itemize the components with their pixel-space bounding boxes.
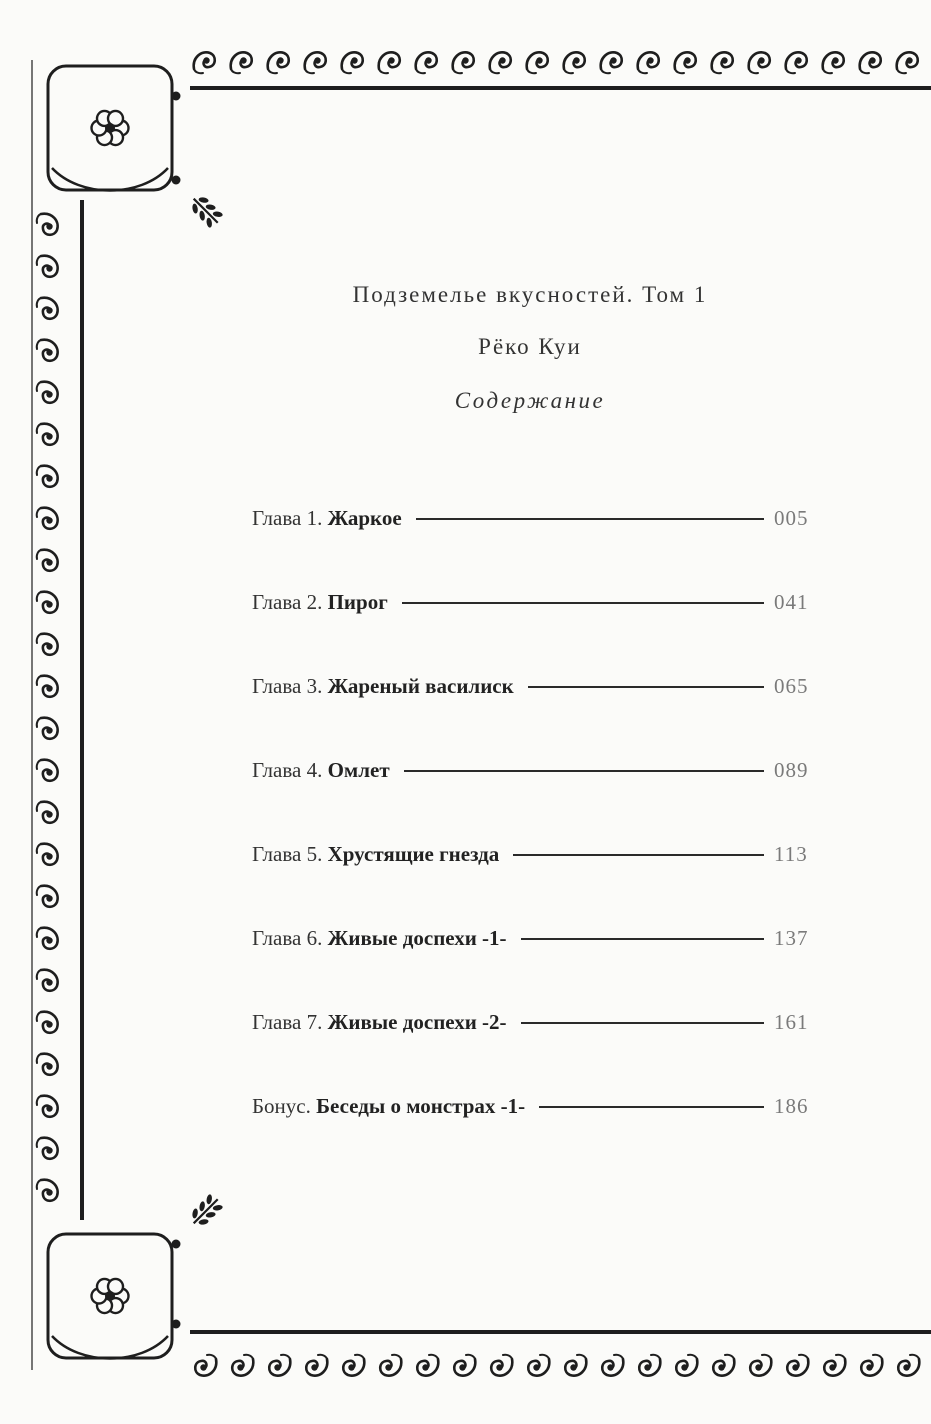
scroll-blob <box>46 601 52 607</box>
toc-page-number: 089 <box>774 757 809 782</box>
scroll-ornament <box>37 1012 58 1033</box>
scroll-tail <box>37 508 41 517</box>
toc-chapter-title: Жаркое <box>327 505 402 530</box>
scroll-ornament <box>37 550 58 571</box>
toc-chapter-title: Жареный василиск <box>327 673 514 698</box>
scroll-tail <box>638 69 647 73</box>
flower-icon <box>48 1234 172 1359</box>
scroll-tail <box>281 1355 290 1359</box>
scroll-ornament <box>601 52 622 73</box>
contents-heading: Содержание <box>454 388 606 413</box>
scroll-blob <box>46 1063 52 1069</box>
scroll-tail <box>37 970 41 979</box>
scroll-tail <box>37 1096 41 1105</box>
scroll-blob <box>459 1364 465 1370</box>
scroll-ornament <box>37 592 58 613</box>
toc-chapter-title: Омлет <box>327 757 390 782</box>
toc-entry[interactable] <box>252 1002 814 1042</box>
toc-page-number: 005 <box>774 505 809 530</box>
scroll-blob <box>46 727 52 733</box>
scroll-ornament <box>37 844 58 865</box>
scroll-tail <box>37 634 41 643</box>
scroll-ornament <box>231 52 252 73</box>
scroll-ornament <box>195 1355 216 1376</box>
scroll-ornament <box>343 1355 364 1376</box>
scroll-blob <box>570 1364 576 1370</box>
scroll-tail <box>379 69 388 73</box>
scroll-blob <box>533 1364 539 1370</box>
scroll-blob <box>277 57 283 63</box>
scroll-tail <box>416 69 425 73</box>
scroll-tail <box>897 69 906 73</box>
scroll-ornament <box>37 802 58 823</box>
scroll-blob <box>681 1364 687 1370</box>
toc-page-number: 186 <box>774 1093 809 1118</box>
book-author: Рёко Куи <box>478 334 582 359</box>
scroll-ornament <box>37 886 58 907</box>
scroll-ornament <box>749 52 770 73</box>
scroll-tail <box>37 928 41 937</box>
scroll-tail <box>466 1355 475 1359</box>
toc-entry[interactable] <box>252 1086 814 1126</box>
scroll-tail <box>355 1355 364 1359</box>
toc-chapter-number: Бонус. <box>252 1093 317 1118</box>
toc-entry[interactable] <box>252 918 814 958</box>
scroll-ornament <box>232 1355 253 1376</box>
scroll-tail <box>688 1355 697 1359</box>
scroll-ornament <box>37 424 58 445</box>
scroll-tail <box>194 69 203 73</box>
book-title: Подземелье вкусностей. Том 1 <box>352 282 708 307</box>
scroll-ornament <box>380 1355 401 1376</box>
bottom-scroll-band <box>195 1355 919 1376</box>
scroll-ornament <box>898 1355 919 1376</box>
frame-lines <box>32 60 931 1370</box>
scroll-tail <box>37 1012 41 1021</box>
scroll-ornament <box>37 256 58 277</box>
scroll-tail <box>37 760 41 769</box>
scroll-tail <box>37 1138 41 1147</box>
scroll-ornament <box>306 1355 327 1376</box>
toc-page-number: 113 <box>774 841 808 866</box>
scroll-ornament <box>342 52 363 73</box>
scroll-ornament <box>37 1180 58 1201</box>
scroll-blob <box>46 433 52 439</box>
toc-leader-line <box>404 770 764 772</box>
corner-swirl <box>52 1336 168 1359</box>
scroll-blob <box>237 1364 243 1370</box>
sprig-leaf <box>206 217 213 228</box>
scroll-tail <box>207 1355 216 1359</box>
scroll-ornament <box>417 1355 438 1376</box>
flower-center <box>105 123 115 133</box>
scroll-tail <box>762 1355 771 1359</box>
scroll-blob <box>795 57 801 63</box>
scroll-blob <box>869 57 875 63</box>
scroll-tail <box>37 424 41 433</box>
scroll-ornament <box>786 52 807 73</box>
scroll-blob <box>721 57 727 63</box>
scroll-tail <box>37 550 41 559</box>
scroll-blob <box>718 1364 724 1370</box>
scroll-ornament <box>37 970 58 991</box>
sprig-leaf <box>192 203 199 214</box>
sprig-leaf <box>199 1201 206 1212</box>
scroll-blob <box>200 1364 206 1370</box>
scroll-tail <box>268 69 277 73</box>
sprig-leaf <box>192 1208 199 1219</box>
scroll-ornament <box>37 928 58 949</box>
scroll-blob <box>866 1364 872 1370</box>
scroll-ornament <box>750 1355 771 1376</box>
scroll-tail <box>540 1355 549 1359</box>
scroll-blob <box>792 1364 798 1370</box>
scroll-ornament <box>676 1355 697 1376</box>
scroll-blob <box>425 57 431 63</box>
toc-page-number: 041 <box>774 589 809 614</box>
scroll-tail <box>318 1355 327 1359</box>
scroll-blob <box>46 643 52 649</box>
toc-entry[interactable] <box>252 582 814 622</box>
scroll-tail <box>675 69 684 73</box>
scroll-ornament <box>861 1355 882 1376</box>
sprig-leaf <box>212 211 223 218</box>
scroll-tail <box>823 69 832 73</box>
sprig-leaf <box>205 204 216 211</box>
scroll-blob <box>385 1364 391 1370</box>
scroll-blob <box>903 1364 909 1370</box>
scroll-tail <box>836 1355 845 1359</box>
scroll-tail <box>786 69 795 73</box>
sprig-leaf <box>199 210 206 221</box>
scroll-ornament <box>490 52 511 73</box>
corner-swirl <box>52 168 168 191</box>
scroll-tail <box>873 1355 882 1359</box>
scroll-blob <box>314 57 320 63</box>
scroll-blob <box>46 559 52 565</box>
scroll-tail <box>651 1355 660 1359</box>
toc-chapter-number: Глава 1. <box>252 505 328 530</box>
scroll-blob <box>607 1364 613 1370</box>
scroll-blob <box>46 1189 52 1195</box>
scroll-ornament <box>194 52 215 73</box>
scroll-blob <box>832 57 838 63</box>
scroll-tail <box>910 1355 919 1359</box>
leaf-sprig-icon <box>186 191 226 231</box>
scroll-ornament <box>37 214 58 235</box>
scroll-blob <box>46 223 52 229</box>
flower-center <box>105 1291 115 1301</box>
scroll-tail <box>37 1054 41 1063</box>
scroll-blob <box>829 1364 835 1370</box>
scroll-ornament <box>37 1138 58 1159</box>
scroll-blob <box>203 57 209 63</box>
scroll-ornament <box>712 52 733 73</box>
scroll-ornament <box>713 1355 734 1376</box>
scroll-ornament <box>454 1355 475 1376</box>
scroll-ornament <box>897 52 918 73</box>
scroll-blob <box>46 475 52 481</box>
scroll-tail <box>614 1355 623 1359</box>
scroll-tail <box>37 466 41 475</box>
scroll-tail <box>577 1355 586 1359</box>
scroll-blob <box>46 895 52 901</box>
left-scroll-band <box>37 214 58 1201</box>
scroll-blob <box>388 57 394 63</box>
scroll-blob <box>755 1364 761 1370</box>
sprig-leaf <box>212 1204 223 1211</box>
toc-chapter-title: Пирог <box>327 589 388 614</box>
scroll-ornament <box>416 52 437 73</box>
scroll-blob <box>647 57 653 63</box>
scroll-blob <box>610 57 616 63</box>
scroll-blob <box>46 1147 52 1153</box>
scroll-tail <box>37 592 41 601</box>
scroll-tail <box>342 69 351 73</box>
toc-leader-line <box>521 1022 764 1024</box>
scroll-ornament <box>268 52 289 73</box>
scroll-ornament <box>37 634 58 655</box>
scroll-blob <box>46 265 52 271</box>
toc-chapter-number: Глава 3. <box>252 673 328 698</box>
scroll-tail <box>37 718 41 727</box>
toc-chapter-title: Хрустящие гнезда <box>327 841 500 866</box>
scroll-ornament <box>37 760 58 781</box>
scroll-blob <box>536 57 542 63</box>
scroll-blob <box>644 1364 650 1370</box>
scroll-ornament <box>823 52 844 73</box>
top-scroll-band <box>194 52 918 73</box>
scroll-ornament <box>527 52 548 73</box>
scroll-ornament <box>638 52 659 73</box>
scroll-blob <box>422 1364 428 1370</box>
toc-leader-line <box>539 1106 764 1108</box>
scroll-tail <box>37 676 41 685</box>
scroll-ornament <box>787 1355 808 1376</box>
toc-entry[interactable] <box>252 498 814 538</box>
toc-leader-line <box>521 938 764 940</box>
scroll-ornament <box>37 676 58 697</box>
scroll-blob <box>46 1105 52 1111</box>
scroll-ornament <box>305 52 326 73</box>
toc-chapter-title: Живые доспехи -2- <box>327 1009 507 1034</box>
scroll-blob <box>499 57 505 63</box>
scroll-tail <box>244 1355 253 1359</box>
toc-leader-line <box>416 518 764 520</box>
scroll-ornament <box>269 1355 290 1376</box>
leaf-sprig-icon <box>186 1191 226 1231</box>
scroll-tail <box>527 69 536 73</box>
scroll-tail <box>725 1355 734 1359</box>
scroll-ornament <box>453 52 474 73</box>
sprig-leaf <box>206 1194 213 1205</box>
toc-page-number: 137 <box>774 925 809 950</box>
toc-leader-line <box>528 686 764 688</box>
scroll-blob <box>46 811 52 817</box>
scroll-blob <box>573 57 579 63</box>
toc-entry[interactable] <box>252 750 814 790</box>
toc-page-number: 161 <box>774 1009 809 1034</box>
scroll-ornament <box>564 52 585 73</box>
scroll-blob <box>274 1364 280 1370</box>
scroll-blob <box>311 1364 317 1370</box>
scroll-tail <box>37 214 41 223</box>
leaf-sprig <box>186 191 226 231</box>
scroll-blob <box>758 57 764 63</box>
scroll-tail <box>503 1355 512 1359</box>
toc-chapter-number: Глава 7. <box>252 1009 328 1034</box>
toc-entry[interactable] <box>252 834 814 874</box>
toc-chapter-title: Живые доспехи -1- <box>327 925 507 950</box>
scroll-ornament <box>37 718 58 739</box>
scroll-blob <box>46 979 52 985</box>
scroll-blob <box>46 517 52 523</box>
scroll-ornament <box>675 52 696 73</box>
scroll-blob <box>46 307 52 313</box>
scroll-ornament <box>491 1355 512 1376</box>
sprig-leaf <box>198 197 209 204</box>
scroll-blob <box>684 57 690 63</box>
scroll-tail <box>305 69 314 73</box>
toc-chapter-title: Беседы о монстрах -1- <box>316 1093 526 1118</box>
scroll-tail <box>37 1180 41 1189</box>
scroll-blob <box>46 685 52 691</box>
scroll-ornament <box>860 52 881 73</box>
scroll-ornament <box>565 1355 586 1376</box>
scroll-tail <box>601 69 610 73</box>
scroll-tail <box>490 69 499 73</box>
toc-chapter-number: Глава 4. <box>252 757 328 782</box>
scroll-tail <box>37 844 41 853</box>
scroll-tail <box>799 1355 808 1359</box>
scroll-tail <box>392 1355 401 1359</box>
leaf-sprig <box>186 1191 226 1231</box>
flower-icon <box>48 66 172 191</box>
scroll-ornament <box>602 1355 623 1376</box>
scroll-tail <box>564 69 573 73</box>
scroll-ornament <box>37 1096 58 1117</box>
sprig-leaf <box>198 1218 209 1225</box>
scroll-tail <box>37 256 41 265</box>
scroll-blob <box>46 1021 52 1027</box>
scroll-blob <box>46 853 52 859</box>
scroll-ornament <box>379 52 400 73</box>
toc-entry[interactable] <box>252 666 814 706</box>
scroll-ornament <box>37 466 58 487</box>
scroll-blob <box>46 937 52 943</box>
scroll-tail <box>37 886 41 895</box>
scroll-ornament <box>639 1355 660 1376</box>
toc-chapter-number: Глава 5. <box>252 841 328 866</box>
scroll-tail <box>37 802 41 811</box>
scroll-tail <box>453 69 462 73</box>
scroll-blob <box>46 769 52 775</box>
sprig-leaf <box>205 1211 216 1218</box>
scroll-blob <box>906 57 912 63</box>
scroll-ornament <box>37 1054 58 1075</box>
toc-chapter-number: Глава 6. <box>252 925 328 950</box>
scroll-blob <box>462 57 468 63</box>
scroll-tail <box>749 69 758 73</box>
scroll-ornament <box>37 508 58 529</box>
scroll-blob <box>351 57 357 63</box>
toc-leader-line <box>513 854 764 856</box>
scroll-tail <box>429 1355 438 1359</box>
scroll-tail <box>860 69 869 73</box>
scroll-tail <box>231 69 240 73</box>
scroll-blob <box>240 57 246 63</box>
toc-leader-line <box>402 602 764 604</box>
toc-page-number: 065 <box>774 673 809 698</box>
scroll-blob <box>496 1364 502 1370</box>
scroll-ornament <box>824 1355 845 1376</box>
scroll-ornament <box>528 1355 549 1376</box>
toc-chapter-number: Глава 2. <box>252 589 328 614</box>
scroll-tail <box>712 69 721 73</box>
scroll-blob <box>348 1364 354 1370</box>
